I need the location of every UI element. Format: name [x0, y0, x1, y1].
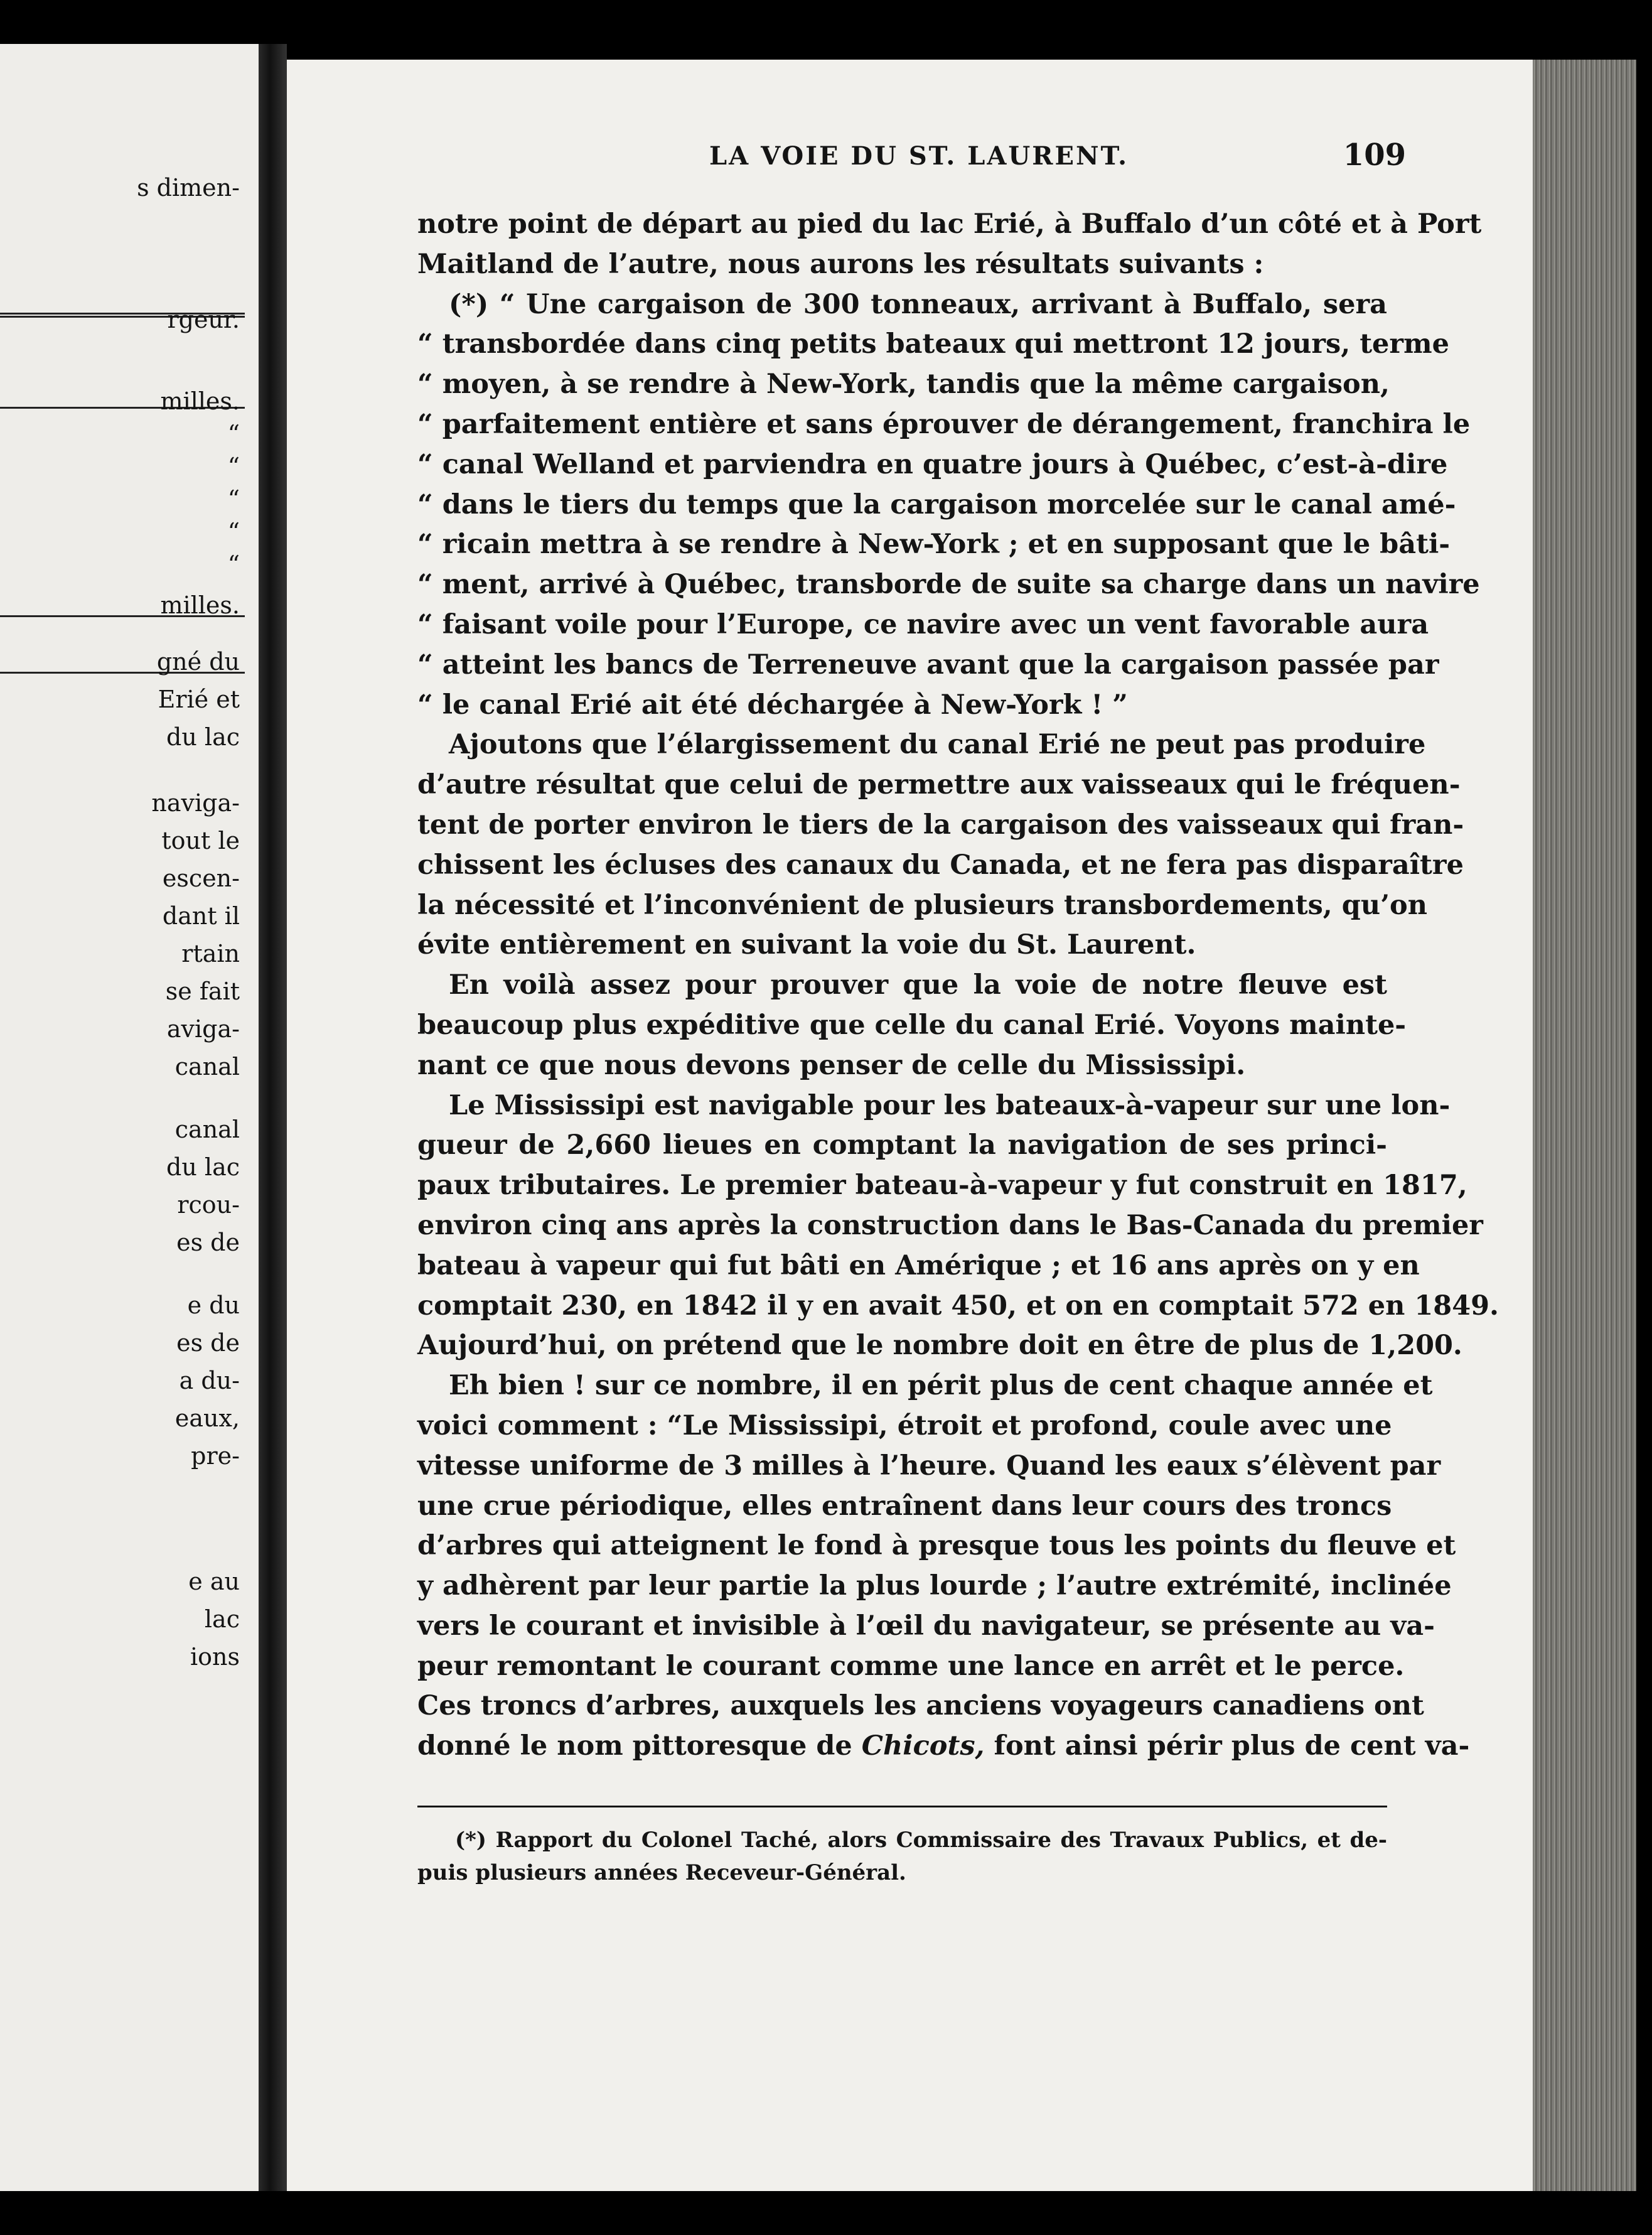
- body-line: Eh bien ! sur ce nombre, il en périt plus de cent chaque année et: [449, 1370, 1433, 1402]
- left-page-text-fragment: es de: [176, 1329, 240, 1357]
- body-line: chissent les écluses des canaux du Canada, et ne fera pas disparaître: [417, 849, 1464, 881]
- left-page-text-fragment: “: [227, 518, 240, 546]
- book-gutter: [259, 44, 287, 2191]
- body-line: Maitland de l’autre, nous aurons les résultats suivants :: [417, 248, 1264, 280]
- body-line: d’autre résultat que celui de permettre aux vaisseaux qui le fréquen-: [417, 769, 1461, 801]
- body-line: “ ment, arrivé à Québec, transborde de suite sa charge dans un navire: [417, 569, 1480, 601]
- body-line: paux tributaires. Le premier bateau-à-vapeur y fut construit en 1817,: [417, 1170, 1467, 1202]
- left-page-text-fragment: canal: [174, 1053, 240, 1080]
- left-page-text-fragment: milles.: [160, 387, 240, 415]
- body-line: notre point de départ au pied du lac Erié, à Buffalo d’un côté et à Port: [417, 208, 1482, 240]
- left-page-text-fragment: e du: [187, 1291, 240, 1319]
- page-number: 109: [1343, 137, 1406, 173]
- body-line: voici comment : “Le Mississipi, étroit et profond, coule avec une: [417, 1409, 1392, 1441]
- body-line: une crue périodique, elles entraînent dans leur cours des troncs: [417, 1490, 1392, 1522]
- left-page-text-fragment: du lac: [166, 723, 240, 751]
- body-line: Aujourd’hui, on prétend que le nombre doit en être de plus de 1,200.: [417, 1330, 1462, 1362]
- left-page-text-fragment: “: [227, 551, 240, 578]
- left-page-text-fragment: escen-: [162, 864, 240, 892]
- body-line: Ces troncs d’arbres, auxquels les anciens voyageurs canadiens ont: [417, 1690, 1424, 1722]
- left-page-text-fragment: a du-: [179, 1367, 240, 1394]
- left-page-text-fragment: s dimen-: [137, 174, 240, 202]
- page-edges: [1533, 60, 1636, 2191]
- left-page-text-fragment: “: [227, 420, 240, 448]
- left-page-text-fragment: canal: [174, 1116, 240, 1143]
- left-page-text-fragment: tout le: [161, 827, 240, 854]
- left-page-text-fragment: milles.: [160, 591, 240, 619]
- body-line: “ parfaitement entière et sans éprouver de dérangement, franchira le: [417, 408, 1471, 440]
- footnote-line: puis plusieurs années Receveur-Général.: [417, 1860, 906, 1885]
- left-page-text-fragment: rgeur.: [167, 306, 240, 333]
- left-page-text-fragment: aviga-: [166, 1015, 240, 1043]
- body-line: y adhèrent par leur partie la plus lourde ; l’autre extrémité, inclinée: [417, 1570, 1452, 1602]
- body-line: tent de porter environ le tiers de la cargaison des vaisseaux qui fran-: [417, 809, 1464, 841]
- left-page-text-fragment: gné du: [156, 648, 240, 676]
- body-line: vitesse uniforme de 3 milles à l’heure. Quand les eaux s’élèvent par: [417, 1450, 1441, 1482]
- body-line: comptait 230, en 1842 il y en avait 450, et on en comptait 572 en 1849.: [417, 1290, 1499, 1322]
- left-page-text-fragment: eaux,: [174, 1404, 240, 1432]
- body-line: Ajoutons que l’élargissement du canal Erié ne peut pas produire: [449, 729, 1426, 761]
- left-page-text-fragment: rcou-: [177, 1191, 240, 1219]
- left-page-text-fragment: es de: [176, 1229, 240, 1256]
- left-page-text-fragment: rtain: [181, 940, 240, 967]
- body-line: En voilà assez pour prouver que la voie de notre fleuve est: [449, 969, 1387, 1001]
- left-page-text-fragment: du lac: [166, 1153, 240, 1181]
- body-text: [417, 205, 1499, 1767]
- body-line: d’arbres qui atteignent le fond à presque tous les points du fleuve et: [417, 1530, 1456, 1562]
- body-line: “ faisant voile pour l’Europe, ce navire avec un vent favorable aura: [417, 608, 1429, 640]
- left-page-text-fragment: naviga-: [151, 789, 240, 817]
- footnotes: [417, 1824, 1387, 1889]
- running-head-title: LA VOIE DU ST. LAURENT.: [709, 141, 1129, 171]
- body-line: beaucoup plus expéditive que celle du canal Erié. Voyons mainte-: [417, 1009, 1407, 1041]
- left-page-text-fragment: e au: [188, 1568, 240, 1595]
- body-line: “ atteint les bancs de Terreneuve avant que la cargaison passée par: [417, 649, 1439, 681]
- footnote-rule: [417, 1806, 1387, 1807]
- body-line: “ le canal Erié ait été déchargée à New-York ! ”: [417, 689, 1128, 721]
- body-line: donné le nom pittoresque de Chicots, font ainsi périr plus de cent va-: [417, 1730, 1470, 1762]
- body-line: la nécessité et l’inconvénient de plusieurs transbordements, qu’on: [417, 889, 1427, 921]
- left-page-text-fragment: Erié et: [158, 686, 240, 713]
- left-page-text-fragment: lac: [204, 1605, 240, 1633]
- left-page-text-fragment: pre-: [191, 1442, 240, 1470]
- left-page-text-fragment: dant il: [162, 902, 240, 930]
- body-line: nant ce que nous devons penser de celle du Mississipi.: [417, 1049, 1246, 1081]
- body-line: Le Mississipi est navigable pour les bateaux-à-vapeur sur une lon-: [449, 1089, 1451, 1121]
- left-page-text-fragment: se fait: [165, 977, 240, 1005]
- left-page-text-fragment: ions: [190, 1643, 240, 1671]
- body-line: gueur de 2,660 lieues en comptant la navigation de ses princi-: [417, 1129, 1387, 1161]
- body-line: “ moyen, à se rendre à New-York, tandis que la même cargaison,: [417, 369, 1390, 401]
- body-line: “ transbordée dans cinq petits bateaux qui mettront 12 jours, terme: [417, 328, 1449, 360]
- body-line: “ canal Welland et parviendra en quatre jours à Québec, c’est-à-dire: [417, 448, 1448, 480]
- footnote-line: (*) Rapport du Colonel Taché, alors Commissaire des Travaux Publics, et de-: [455, 1828, 1387, 1853]
- previous-page-fragment: [0, 44, 259, 2191]
- body-line: bateau à vapeur qui fut bâti en Amérique ; et 16 ans après on y en: [417, 1249, 1420, 1281]
- body-line: vers le courant et invisible à l’œil du navigateur, se présente au va-: [417, 1610, 1435, 1642]
- body-line: peur remontant le courant comme une lance en arrêt et le perce.: [417, 1650, 1405, 1682]
- body-line: “ dans le tiers du temps que la cargaison morcelée sur le canal amé-: [417, 488, 1456, 520]
- body-line: (*) “ Une cargaison de 300 tonneaux, arrivant à Buffalo, sera: [449, 288, 1387, 320]
- left-page-text-fragment: “: [227, 453, 240, 480]
- body-line: évite entièrement en suivant la voie du St. Laurent.: [417, 929, 1196, 961]
- left-page-text-fragment: “: [227, 485, 240, 513]
- body-line: environ cinq ans après la construction dans le Bas-Canada du premier: [417, 1209, 1483, 1241]
- body-line: “ ricain mettra à se rendre à New-York ; et en supposant que le bâti-: [417, 529, 1451, 561]
